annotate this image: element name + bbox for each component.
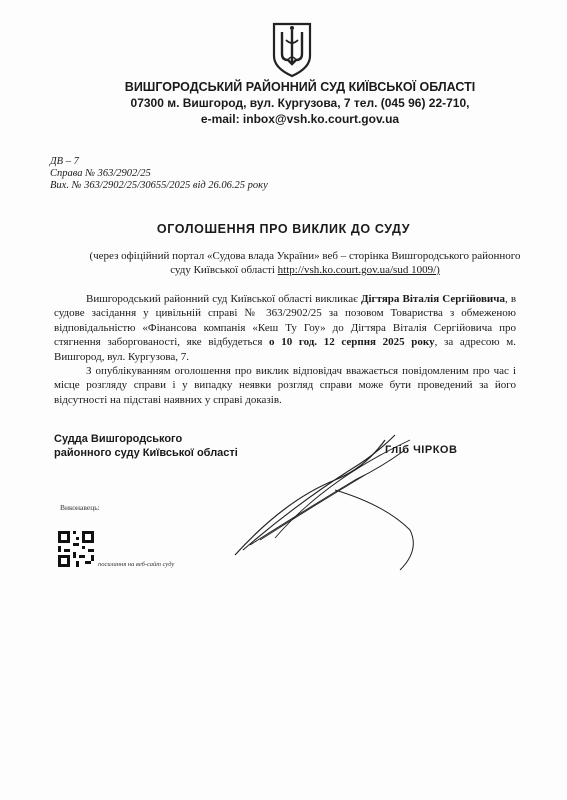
paragraph-text-c: , за адресою м. Вишгород, вул. Кургузова, 7. xyxy=(54,336,516,363)
court-website-link[interactable]: http://vsh.ko.court.gov.ua/sud 1009/) xyxy=(277,264,440,276)
notice-title: ОГОЛОШЕННЯ ПРО ВИКЛИК ДО СУДУ xyxy=(156,222,411,236)
subtitle-line-2 xyxy=(70,264,540,276)
qr-code-icon xyxy=(58,531,94,567)
case-number: Справа № 363/2902/25 xyxy=(50,168,151,179)
paragraph-text-a: Вишгородський районний суд Київської області викликає xyxy=(86,293,361,305)
qr-caption: посилання на веб-сайт суду xyxy=(98,561,175,568)
judge-title-line-1: Судда Вишгородського xyxy=(54,433,183,445)
handwritten-signature xyxy=(215,410,425,575)
paragraph-text-b: , в судове засідання у цивільній справі № 363/2902/25 за позовом Товариства з обмеженою відповідальністю «Фінансова компанія «Кеш Ту Гоу» до Дігтяра Віталія Сергійовича про стягнення заборгованості, яке відбудеться xyxy=(54,293,517,349)
court-address: 07300 м. Вишгород, вул. Кургузова, 7 тел. (045 96) 22-710, xyxy=(130,96,470,110)
court-email: e-mail: inbox@vsh.ko.court.gov.ua xyxy=(200,112,400,126)
summons-paragraph xyxy=(54,292,516,364)
subtitle-line-1: (через офіційний портал «Судова влада України» веб – сторінка Вишгородського районного xyxy=(89,250,521,262)
notice-effect-paragraph: З опублікуванням оголошення про виклик відповідач вважається повідомленим про час і місце розгляду справи і у випадку неявки розгляд справи може бути проведений за його відсутності на підставі наявних у справі доказів. xyxy=(54,365,516,406)
form-code: ДВ – 7 xyxy=(50,156,79,167)
judge-title-line-2: районного суду Київської області xyxy=(54,447,238,459)
judge-title xyxy=(54,432,238,460)
judge-name: Гліб ЧІРКОВ xyxy=(385,444,458,456)
outgoing-number: Вих. № 363/2902/25/30655/2025 від 26.06.25 року xyxy=(50,180,268,191)
subtitle-prefix: суду Київської області xyxy=(170,264,278,276)
court-name: ВИШГОРОДСЬКИЙ РАЙОННИЙ СУД КИЇВСЬКОЇ ОБЛАСТІ xyxy=(124,80,476,94)
executor-label: Виконавець: xyxy=(60,503,100,512)
hearing-date: о 10 год. 12 серпня 2025 року xyxy=(269,336,435,349)
defendant-name: Дігтяра Віталія Сергійовича xyxy=(360,293,505,305)
coat-of-arms-icon xyxy=(271,20,313,78)
